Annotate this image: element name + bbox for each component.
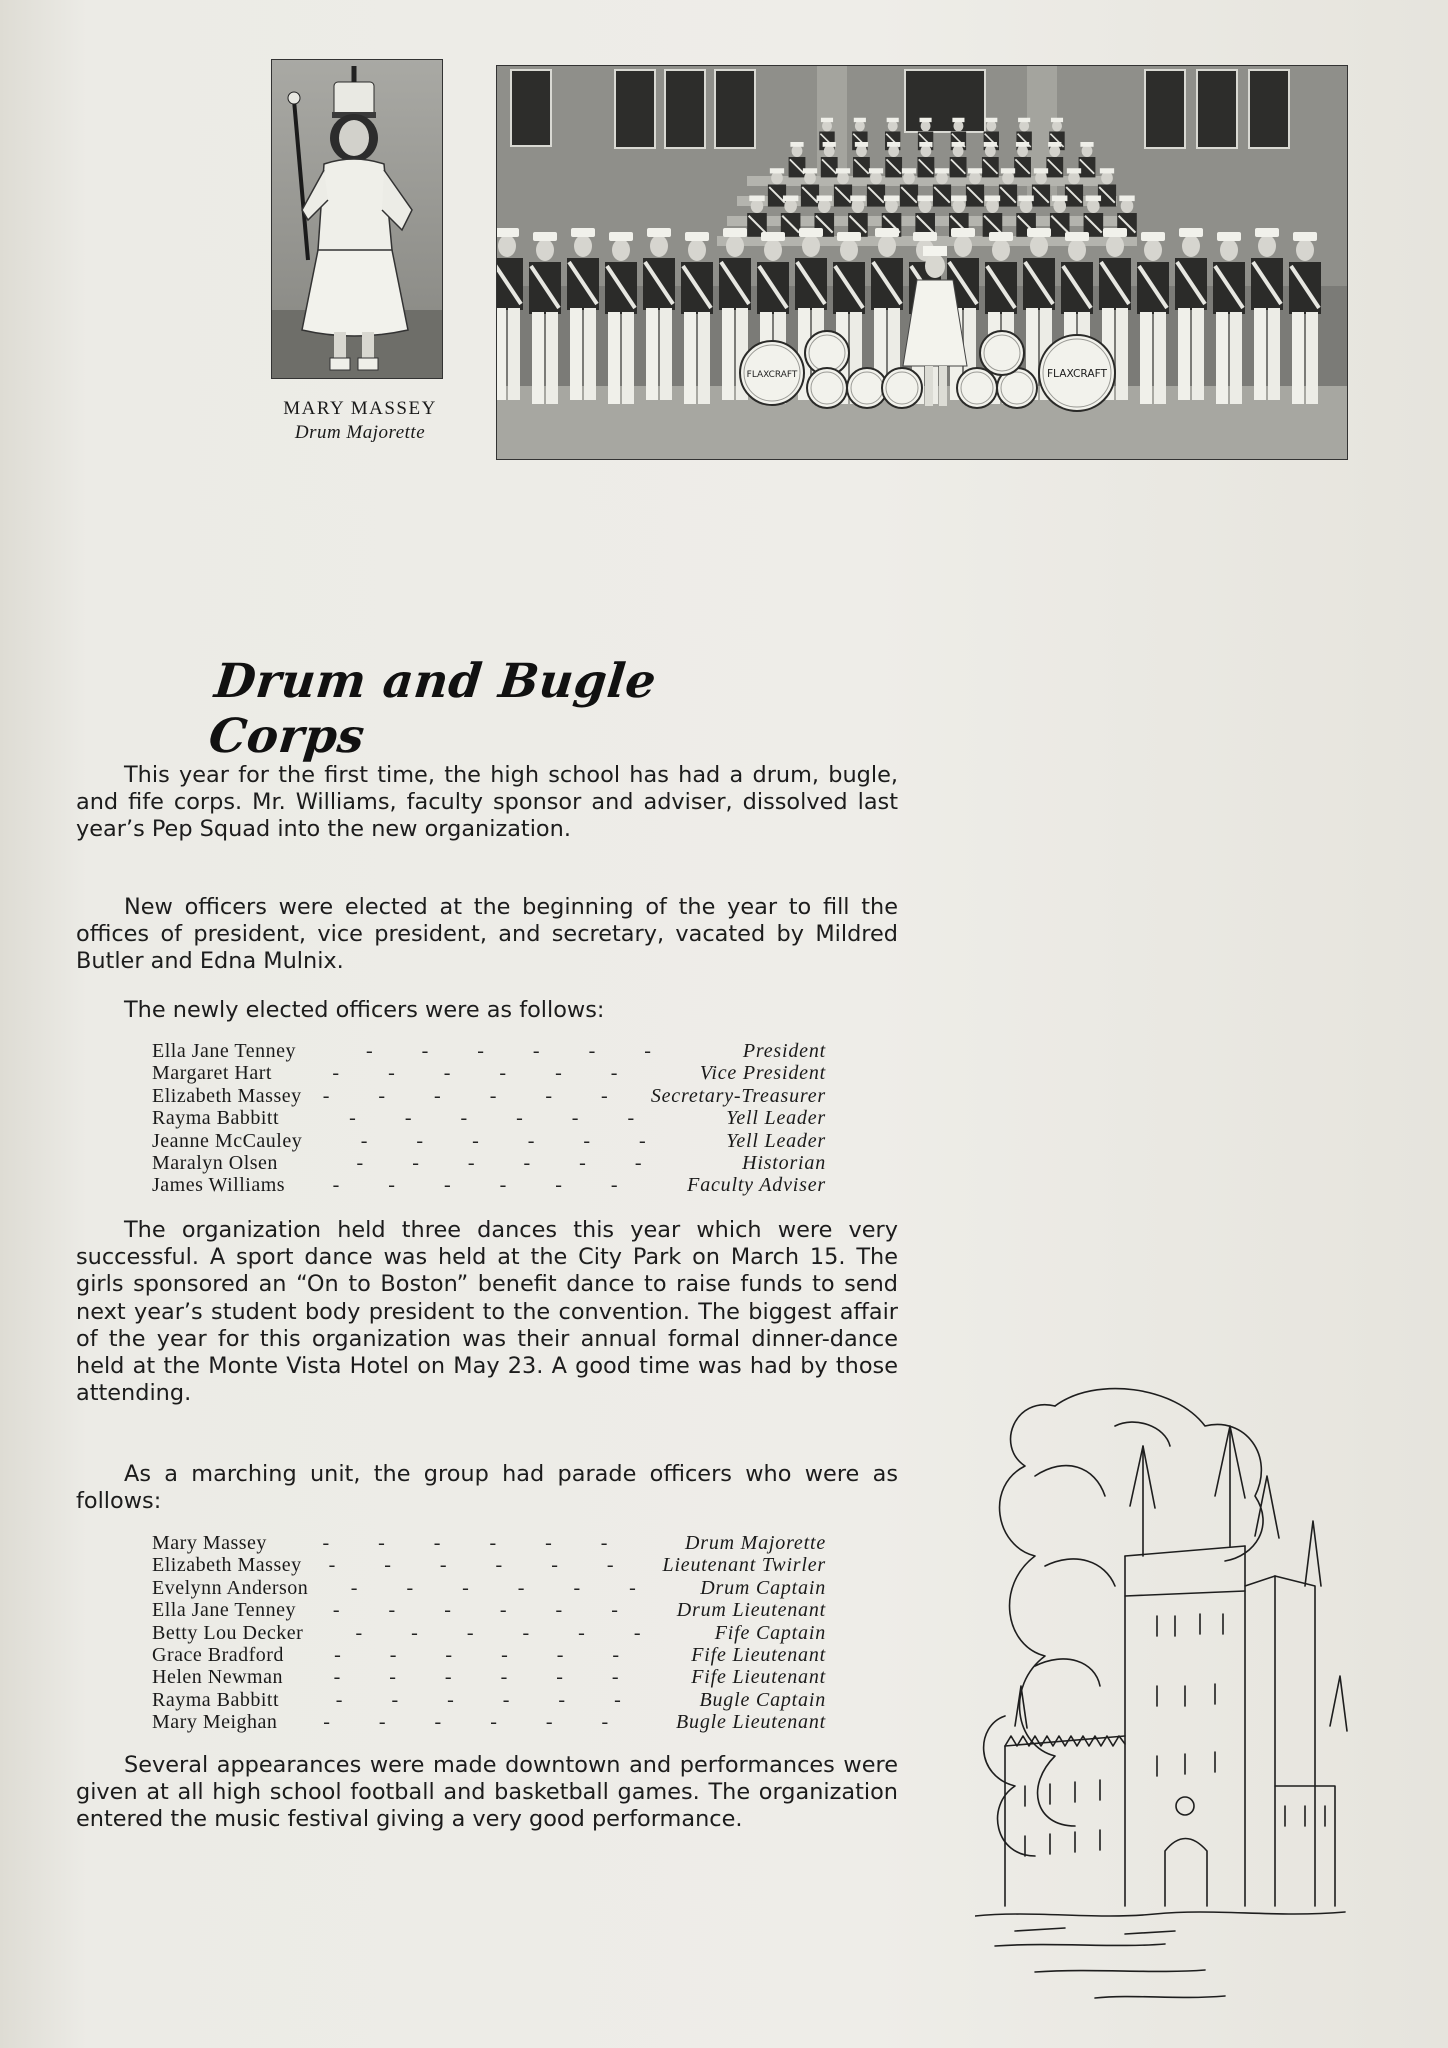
officer-title: Historian <box>742 1151 826 1174</box>
officer-row <box>152 1085 826 1107</box>
appearances-paragraph: Several appearances were made downtown and performances were given at all high school football and basketball games. The organization entered the music festival giving a very good performance. <box>76 1752 898 1833</box>
leader-dots: - - - - - - <box>332 1174 640 1197</box>
parade-officer-name: Betty Lou Decker <box>152 1621 304 1644</box>
parade-officer-name: Helen Newman <box>152 1666 283 1689</box>
officer-name: Jeanne McCauley <box>152 1129 303 1152</box>
leader-dots: - - - - - - <box>365 1040 673 1062</box>
officer-title: President <box>742 1040 826 1062</box>
leader-dots: - - - - - - <box>335 1688 643 1711</box>
officer-row <box>152 1040 826 1062</box>
drum <box>882 368 922 408</box>
leader-dots: - - - - - - <box>356 1151 664 1174</box>
parade-officer-name: Mary Massey <box>152 1532 267 1554</box>
officer-row <box>152 1174 826 1196</box>
intro-paragraph: This year for the first time, the high school has had a drum, bugle, and fife corps. Mr. Williams, faculty sponsor and adviser, dissolved last year’s Pep Squad into the new organization. <box>76 762 898 843</box>
parade-officer-row <box>152 1532 826 1554</box>
parade-officer-name: Evelynn Anderson <box>152 1576 309 1599</box>
officer-name: Elizabeth Massey <box>152 1084 302 1107</box>
officer-title: Faculty Adviser <box>687 1174 826 1197</box>
parade-intro-paragraph: As a marching unit, the group had parade officers who were as follows: <box>76 1461 898 1515</box>
majorette-figure <box>272 60 442 378</box>
leader-dots: - - - - - - <box>332 1062 640 1085</box>
officer-name: Rayma Babbitt <box>152 1107 280 1130</box>
parade-officer-name: Elizabeth Massey <box>152 1554 302 1577</box>
parade-officer-title: Drum Majorette <box>685 1532 826 1554</box>
parade-officer-title: Drum Lieutenant <box>676 1599 826 1622</box>
parade-officer-row <box>152 1644 826 1666</box>
drum <box>807 368 847 408</box>
officer-title: Secretary-Treasurer <box>650 1084 826 1107</box>
parade-officer-name: Grace Bradford <box>152 1643 284 1666</box>
parade-officer-title: Bugle Lieutenant <box>676 1711 826 1734</box>
parade-officer-row <box>152 1577 826 1599</box>
officer-name: Margaret Hart <box>152 1062 272 1085</box>
leader-dots: - - - - - - <box>360 1129 668 1152</box>
parade-officer-row <box>152 1622 826 1644</box>
officer-name: James Williams <box>152 1174 286 1197</box>
parade-officer-name: Mary Meighan <box>152 1711 278 1734</box>
parade-officer-row <box>152 1689 826 1711</box>
drum-label: FLAXCRAFT <box>1046 367 1108 380</box>
drum <box>957 368 997 408</box>
drum <box>980 331 1024 375</box>
officer-row <box>152 1152 826 1174</box>
photo-caption-name: MARY MASSEY <box>283 398 437 419</box>
officers-intro-paragraph: The newly elected officers were as follows: <box>124 997 605 1023</box>
drum <box>1039 335 1115 411</box>
parade-officer-title: Lieutenant Twirler <box>662 1554 826 1577</box>
officer-name: Maralyn Olsen <box>152 1151 278 1174</box>
parade-officer-title: Fife Lieutenant <box>691 1643 826 1666</box>
officer-row <box>152 1062 826 1084</box>
officer-title: Yell Leader <box>726 1107 826 1130</box>
leader-dots: - - - - - - <box>355 1621 663 1644</box>
castle-illustration <box>975 1386 1367 2010</box>
parade-officer-title: Fife Lieutenant <box>691 1666 826 1689</box>
photo-caption-role: Drum Majorette <box>294 422 426 443</box>
parade-officer-row <box>152 1711 826 1733</box>
leader-dots: - - - - - - <box>333 1666 641 1689</box>
parade-officer-name: Rayma Babbitt <box>152 1688 280 1711</box>
page-heading: Drum and Bugle Corps <box>206 654 659 764</box>
majorette-photo <box>272 60 442 378</box>
parade-officers-list <box>152 1532 826 1734</box>
parade-officer-title: Drum Captain <box>700 1576 826 1599</box>
officer-row <box>152 1130 826 1152</box>
parade-officer-row <box>152 1599 826 1621</box>
leader-dots: - - - - - - <box>350 1576 658 1599</box>
leader-dots: - - - - - - <box>328 1554 636 1577</box>
parade-officer-row <box>152 1554 826 1576</box>
drum <box>740 341 804 405</box>
officers-list <box>152 1040 826 1197</box>
dances-paragraph: The organization held three dances this year which were very successful. A sport dance was held at the City Park on March 15. The girls sponsored an “On to Boston” benefit dance to raise funds to send next year’s student body president to the convention. The biggest affair of the year for this organization was their annual formal dinner-dance held at the Monte Vista Hotel on May 23. A good time was had by those attending. <box>76 1217 898 1407</box>
parade-officer-name: Ella Jane Tenney <box>152 1599 296 1622</box>
officers-election-paragraph: New officers were elected at the beginning of the year to fill the offices of president, vice president, and secretary, vacated by Mildred Butler and Edna Mulnix. <box>76 894 898 975</box>
leader-dots: - - - - - - <box>332 1599 640 1622</box>
drum-label: FLAXCRAFT <box>746 370 798 380</box>
parade-officer-title: Bugle Captain <box>699 1688 826 1711</box>
leader-dots: - - - - - - <box>322 1084 630 1107</box>
corps-group-scene <box>497 66 1347 459</box>
leader-dots: - - - - - - <box>323 1711 631 1734</box>
officer-title: Yell Leader <box>726 1129 826 1152</box>
parade-officer-row <box>152 1666 826 1688</box>
officer-name: Ella Jane Tenney <box>152 1040 296 1062</box>
leader-dots: - - - - - - <box>334 1643 642 1666</box>
officer-row <box>152 1107 826 1129</box>
officer-title: Vice President <box>699 1062 826 1085</box>
corps-group-photo <box>497 66 1347 459</box>
leader-dots: - - - - - - <box>322 1532 630 1554</box>
leader-dots: - - - - - - <box>349 1107 657 1130</box>
parade-officer-title: Fife Captain <box>714 1621 826 1644</box>
